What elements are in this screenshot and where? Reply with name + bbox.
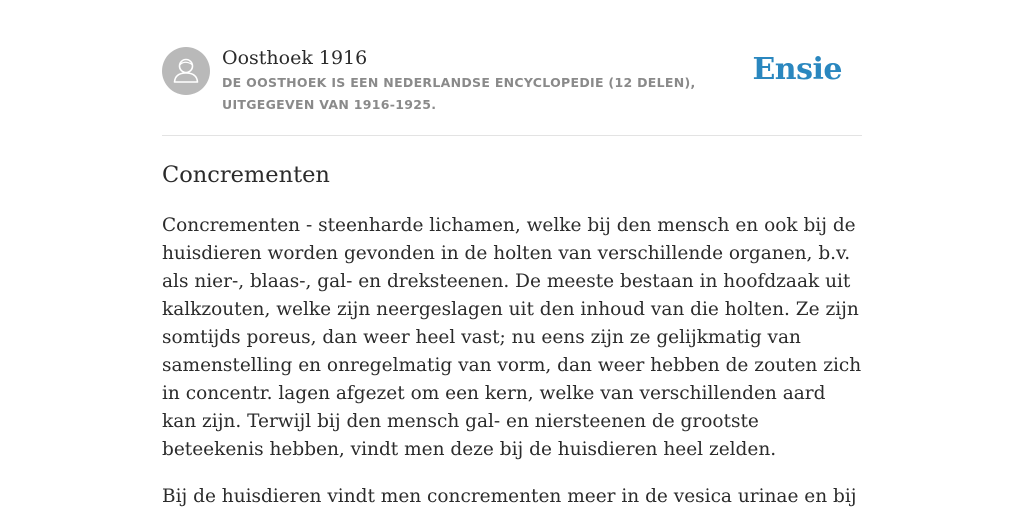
user-placeholder-icon[interactable] (162, 47, 210, 95)
source-description: DE OOSTHOEK IS EEN NEDERLANDSE ENCYCLOPEDIE (12 DELEN), UITGEGEVEN VAN 1916-1925. (222, 75, 696, 112)
article-paragraph: Concrementen - steenharde lichamen, welke bij den mensch en ook bij de huisdieren worden gevonden in de holten van verschillende organen, b.v. als nier-, blaas-, gal- en dreksteenen. De meeste bestaan in hoofdzaak uit kalkzouten, welke zijn neergeslagen uit den inhoud van die holten. Ze zijn somtijds poreus, dan weer heel vast; nu eens zijn ze gelijkmatig van samenstelling en onregelmatig van vorm, dan weer hebben de zouten zich in concentr. lagen afgezet om een kern, welke van verschillenden aard kan zijn. Terwijl bij den mensch gal- en niersteenen de grootste beteekenis hebben, vindt men deze bij de huisdieren heel zelden. (162, 215, 862, 460)
header-divider (162, 135, 862, 136)
ensie-logo[interactable]: Ensie (752, 52, 842, 87)
article-body (162, 212, 862, 512)
article-title: Concrementen (162, 162, 330, 188)
source-header (162, 46, 862, 136)
source-title[interactable]: Oosthoek 1916 (222, 47, 368, 69)
article-paragraph: Bij de huisdieren vindt men concrementen meer in de vesica urinae en bij (162, 486, 857, 507)
